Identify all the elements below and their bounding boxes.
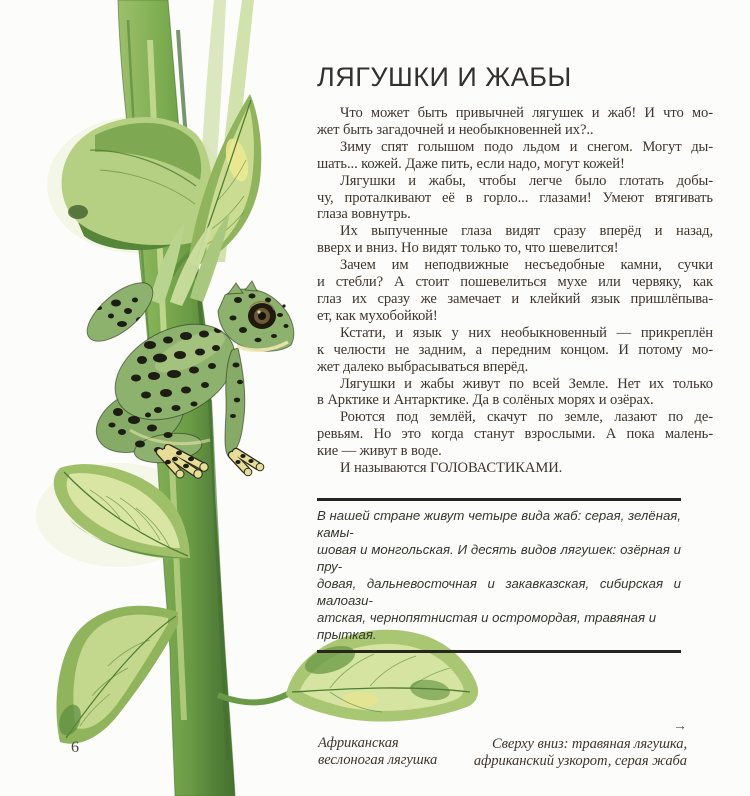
body-text-line: Лягушки и жабы, чтобы легче было глотать добы- — [340, 172, 713, 189]
caption-right-lines — [474, 736, 687, 770]
frog-brow-bump — [228, 283, 243, 294]
body-text-line: Роются под землёй, скачут по земле, лазают по де- — [340, 409, 713, 426]
body-text-line: вверх и вниз. Но видят только то, что шевелится! — [317, 240, 619, 257]
body-text-line: чу, проталкивают её в горло... глазами! Умеют втягивать — [317, 189, 713, 206]
body-text-line: ет, как мухобойкой! — [317, 307, 438, 324]
body-text-line: глаз их сразу же замечает и клейкий язык пришлёпыва- — [317, 290, 713, 307]
body-text-line: Их выпученные глаза видят сразу вперёд и назад, — [340, 223, 713, 240]
body-text-line: Кстати, и язык у них необыкновенный — прикреплён — [340, 324, 713, 341]
caption-line: Африканская — [318, 735, 399, 751]
body-text-line: Лягушки и жабы живут по всей Земле. Нет их только — [340, 375, 713, 392]
note-text-line: атская, чернопятнистая и остромордая, травяная и прыткая. — [317, 609, 657, 642]
body-text-line: Зиму спят голышом подо льдом и снегом. Могут ды- — [340, 138, 713, 155]
page-number: 6 — [71, 739, 79, 756]
note-text-line: довая, дальневосточная и закавказская, сибирская и малоази- — [317, 575, 681, 608]
frog-brow-bump — [245, 281, 257, 291]
note-text — [317, 507, 681, 643]
page-title: ЛЯГУШКИ И ЖАБЫ — [317, 62, 572, 92]
next-page-arrow-icon: → — [673, 719, 687, 734]
text-column — [317, 62, 713, 653]
frog-eye — [248, 301, 276, 329]
body-text-line: Зачем им неподвижные несъедобные камни, сучки — [340, 257, 713, 274]
note-box — [317, 498, 681, 653]
body-text-line: и стебли? А стоит пошевелиться мухе или червяку, как — [317, 274, 713, 291]
caption-line: Сверху вниз: травяная лягушка, — [492, 736, 687, 752]
caption-right — [474, 719, 687, 770]
body-text-line: жет быть загадочней и необыкновенней их?.. — [317, 121, 594, 138]
body-text-line: глаза вовнутрь. — [317, 206, 411, 223]
body-text-line: в Арктике и Антарктике. Да в солёных морях и озёрах. — [317, 392, 654, 409]
body-text-line: ревьям. Но это когда станут взрослыми. А пока малень- — [317, 426, 713, 443]
caption-left — [318, 735, 437, 769]
body-text — [317, 105, 713, 477]
body-text-line: кие — живут в воде. — [317, 443, 442, 460]
body-text-line: Что может быть привычней лягушек и жаб! И что мо- — [340, 105, 713, 121]
note-text-line: В нашей стране живут четыре вида жаб: серая, зелёная, камы- — [317, 507, 681, 540]
body-text-line: шать... кожей. Даже пить, если надо, могут кожей! — [317, 155, 625, 172]
body-text-line: жет далеко выбрасываться вперёд. — [317, 358, 529, 375]
body-text-line: И называются ГОЛОВАСТИКАМИ. — [340, 460, 563, 477]
leaf-bottom-left — [55, 606, 178, 744]
frog-nostril — [282, 304, 285, 307]
caption-line: африканский узкорот, серая жаба — [473, 752, 687, 769]
body-text-line: к челюсти не задним, а передним концом. И потому мо- — [317, 341, 713, 358]
caption-line: веслоногая лягушка — [318, 751, 438, 768]
note-text-line: шовая и монгольская. И десять видов лягушек: озёрная и пру- — [317, 541, 681, 574]
